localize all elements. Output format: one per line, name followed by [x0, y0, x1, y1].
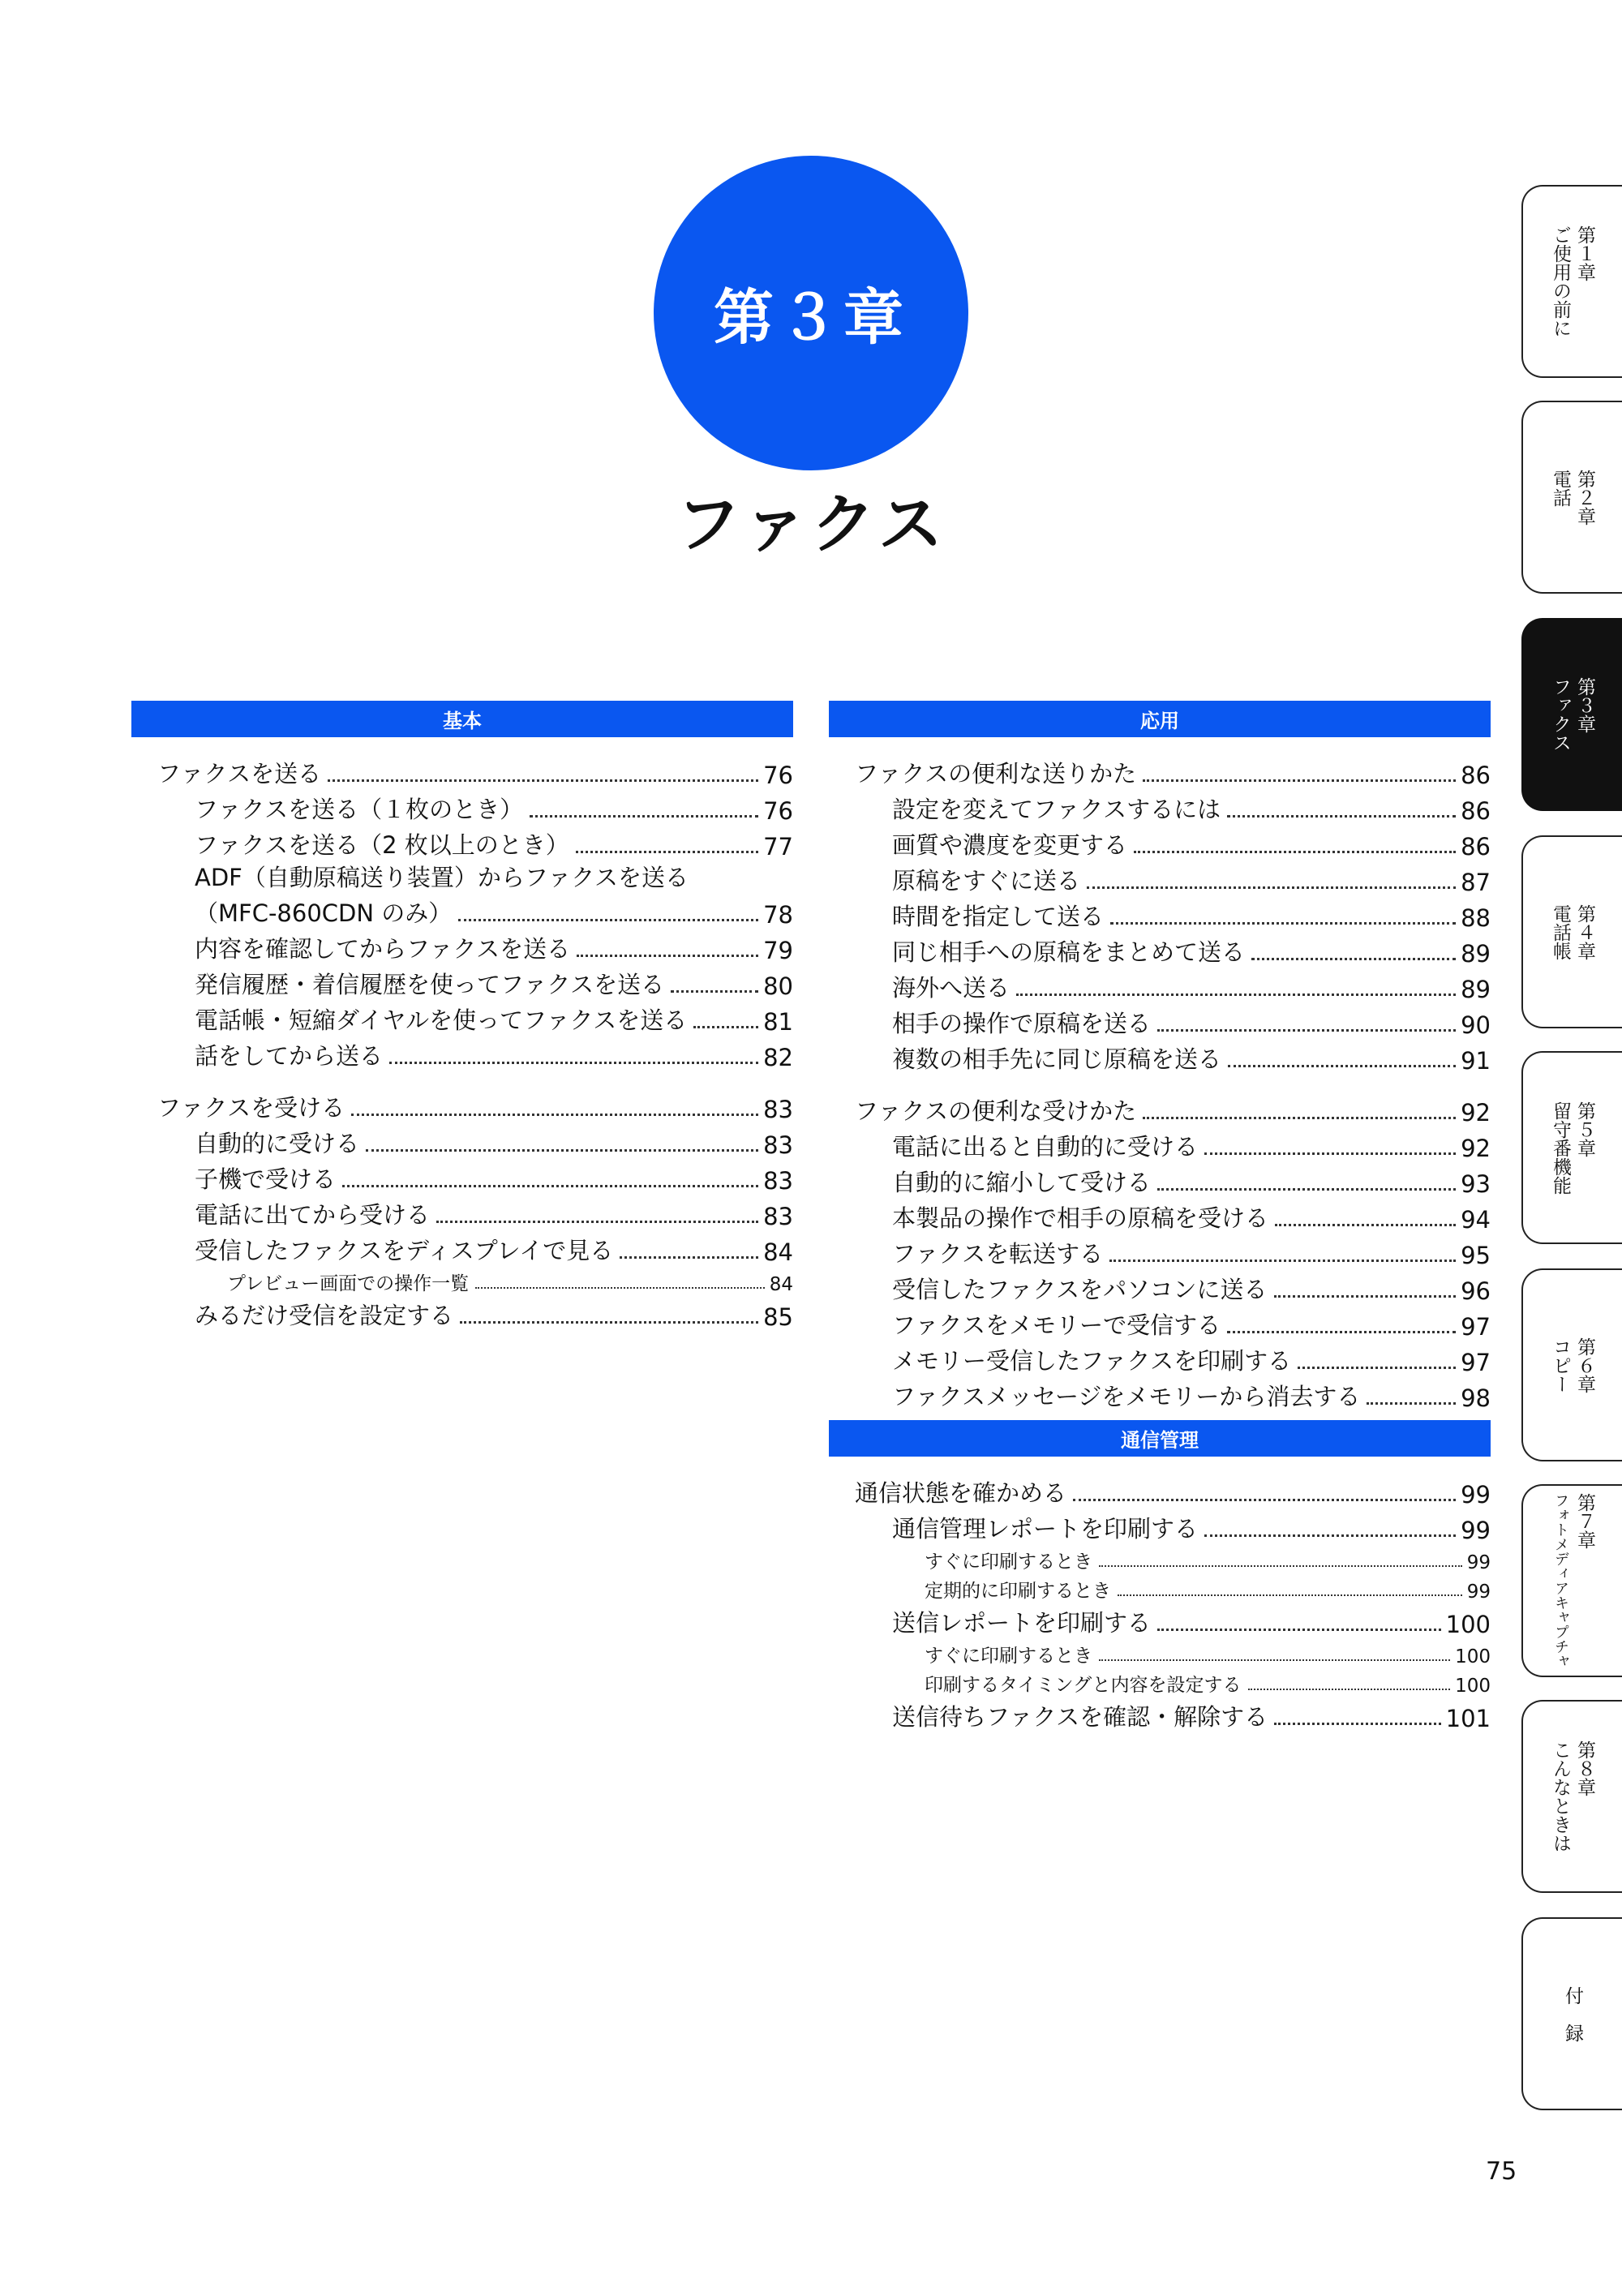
- toc-heading-entry[interactable]: [829, 1473, 1491, 1508]
- toc-heading-entry[interactable]: [829, 753, 1491, 789]
- chapter-tab-number: 第３章: [1574, 677, 1595, 733]
- toc-entry-title: 自動的に縮小して受ける: [892, 1169, 1152, 1196]
- toc-entry-page: 88: [1461, 904, 1491, 932]
- chapter-tab-8[interactable]: [1521, 1700, 1622, 1893]
- dot-leader: [1134, 851, 1456, 853]
- toc-entry[interactable]: [131, 1123, 793, 1159]
- toc-entry[interactable]: [829, 1603, 1491, 1638]
- dot-leader: [1298, 1367, 1456, 1369]
- chapter-tab-number: 付 録: [1562, 1985, 1583, 2042]
- toc-section: [131, 1071, 793, 1331]
- toc-entry-title: ファクスを送る（2 枚以上のとき）: [195, 831, 569, 859]
- toc-entry-title: 子機で受ける: [195, 1165, 337, 1193]
- dot-leader: [1109, 1260, 1456, 1262]
- toc-entry-title: 電話に出てから受ける: [195, 1201, 431, 1229]
- toc-entry-page: 98: [1461, 1384, 1491, 1412]
- chapter-tab-text: [1548, 1740, 1597, 1852]
- toc-entry-title: 本製品の操作で相手の原稿を受ける: [892, 1204, 1269, 1232]
- toc-entry[interactable]: [829, 968, 1491, 1003]
- toc-entry-page: 99: [1466, 1552, 1491, 1573]
- chapter-tab-1[interactable]: [1521, 185, 1622, 378]
- toc-entry-title: 設定を変えてファクスするには: [892, 796, 1221, 823]
- toc-entry-title: 定期的に印刷するとき: [925, 1581, 1111, 1602]
- toc-entry-page: 83: [763, 1131, 793, 1159]
- toc-entry-page: 101: [1445, 1705, 1491, 1732]
- toc-entry[interactable]: [829, 1234, 1491, 1269]
- toc-heading-entry[interactable]: [131, 753, 793, 789]
- chapter-tab-7[interactable]: [1521, 1484, 1622, 1677]
- toc-entry-page: 96: [1461, 1277, 1491, 1305]
- toc-entry-page: 76: [763, 797, 793, 825]
- chapter-tab-text: [1548, 470, 1597, 526]
- toc-entry[interactable]: [829, 1667, 1491, 1697]
- toc-entry[interactable]: [829, 1341, 1491, 1376]
- toc-entry[interactable]: [131, 1266, 793, 1295]
- toc-entry-page: 77: [763, 833, 793, 860]
- chapter-tab-number: 第７章: [1574, 1493, 1595, 1549]
- toc-entry[interactable]: [131, 1230, 793, 1266]
- toc-entry[interactable]: [829, 1127, 1491, 1162]
- toc-entry-title: すぐに印刷するとき: [925, 1646, 1092, 1667]
- dot-leader: [1099, 1659, 1450, 1661]
- toc-entry-page: 100: [1455, 1646, 1491, 1667]
- dot-leader: [1157, 1029, 1456, 1032]
- chapter-tab-number: 第８章: [1574, 1740, 1595, 1796]
- toc-heading-entry[interactable]: [131, 1088, 793, 1123]
- toc-advanced-list: [829, 737, 1491, 1412]
- toc-entry-page: 99: [1466, 1581, 1491, 1603]
- toc-entry-title: 受信したファクスをパソコンに送る: [892, 1276, 1268, 1303]
- toc-entry-page: 94: [1461, 1206, 1491, 1234]
- toc-entry[interactable]: [131, 1295, 793, 1331]
- toc-entry[interactable]: [829, 1638, 1491, 1667]
- dot-leader: [1367, 1402, 1456, 1405]
- dot-leader: [389, 1062, 758, 1064]
- toc-entry-page: 95: [1461, 1242, 1491, 1269]
- dot-leader: [1016, 994, 1456, 996]
- dot-leader: [1274, 1723, 1441, 1725]
- toc-entry-page: 84: [763, 1238, 793, 1266]
- toc-entry-page: 100: [1445, 1611, 1491, 1638]
- chapter-tab-label: コピー: [1550, 1337, 1571, 1393]
- chapter-tab-text: [1548, 225, 1597, 337]
- dot-leader: [1087, 886, 1456, 889]
- toc-entry-title: 受信したファクスをディスプレイで見る: [195, 1237, 614, 1264]
- toc-entry-title: ファクスを転送する: [892, 1240, 1104, 1268]
- dot-leader: [1228, 1065, 1456, 1067]
- toc-basic-list: [131, 737, 793, 1331]
- toc-entry[interactable]: [829, 1508, 1491, 1544]
- toc-entry-title: ファクスを送る（１枚のとき）: [195, 796, 524, 823]
- toc-entry-title: 同じ相手への原稿をまとめて送る: [892, 938, 1246, 966]
- chapter-label: 第３章: [714, 283, 908, 353]
- toc-entry-title: 画質や濃度を変更する: [892, 831, 1128, 859]
- dot-leader: [351, 1114, 758, 1116]
- toc-entry-text-line: ADF（自動原稿送り装置）からファクスを送る: [195, 864, 689, 891]
- toc-entry[interactable]: [829, 896, 1491, 932]
- toc-entry-page: 83: [763, 1096, 793, 1123]
- toc-entry[interactable]: [131, 789, 793, 825]
- toc-entry-title: 発信履歴・着信履歴を使ってファクスを送る: [195, 971, 665, 998]
- toc-entry[interactable]: [131, 929, 793, 964]
- toc-entry-title: 海外へ送る: [892, 974, 1011, 1002]
- chapter-tab-label: 留守番機能: [1550, 1101, 1571, 1195]
- dot-leader: [1227, 815, 1456, 818]
- toc-entry-title: すぐに印刷するとき: [925, 1551, 1092, 1573]
- chapter-tab-number: 第５章: [1574, 1101, 1595, 1157]
- toc-entry-page: 89: [1461, 940, 1491, 968]
- toc-entry[interactable]: [131, 1159, 793, 1195]
- toc-entry-title: みるだけ受信を設定する: [195, 1302, 454, 1329]
- toc-entry-title: メモリー受信したファクスを印刷する: [892, 1347, 1292, 1375]
- chapter-tab-text: [1548, 904, 1597, 960]
- dot-leader: [1275, 1224, 1456, 1226]
- toc-entry[interactable]: [829, 1162, 1491, 1198]
- chapter-tab-text: [1548, 1337, 1597, 1393]
- chapter-tab-text: [1560, 1986, 1585, 2042]
- toc-entry-page: 87: [1461, 869, 1491, 896]
- toc-entry-title: ファクスメッセージをメモリーから消去する: [892, 1383, 1361, 1410]
- toc-entry-page: 84: [769, 1274, 793, 1295]
- toc-entry[interactable]: [829, 1269, 1491, 1305]
- toc-entry[interactable]: [131, 1036, 793, 1071]
- toc-entry-page: 97: [1461, 1313, 1491, 1341]
- dot-leader: [460, 1321, 758, 1324]
- toc-entry-title: ファクスの便利な受けかた: [855, 1097, 1137, 1125]
- chapter-tab-2[interactable]: [1521, 401, 1622, 594]
- chapter-tab-6[interactable]: [1521, 1268, 1622, 1461]
- toc-entry[interactable]: [829, 789, 1491, 825]
- toc-entry-title: 原稿をすぐに送る: [892, 867, 1081, 895]
- dot-leader: [436, 1221, 758, 1223]
- toc-entry-title: ファクスをメモリーで受信する: [892, 1311, 1221, 1339]
- toc-entry[interactable]: [829, 825, 1491, 860]
- chapter-tab-label: 電話: [1550, 469, 1571, 507]
- toc-entry-page: 86: [1461, 797, 1491, 825]
- toc-column-basic: [131, 701, 793, 1331]
- toc-entry-title: 通信状態を確かめる: [855, 1479, 1067, 1507]
- toc-entry-page: 83: [763, 1203, 793, 1230]
- dot-leader: [1157, 1188, 1456, 1191]
- toc-entry-title: 相手の操作で原稿を送る: [892, 1010, 1152, 1037]
- toc-entry-title: 時間を指定して送る: [892, 903, 1105, 930]
- toc-entry-page: 91: [1461, 1047, 1491, 1075]
- toc-entry[interactable]: [829, 1003, 1491, 1039]
- toc-entry[interactable]: [131, 825, 793, 860]
- toc-entry-page: 83: [763, 1167, 793, 1195]
- toc-entry-title: 複数の相手先に同じ原稿を送る: [892, 1045, 1222, 1073]
- toc-section: [829, 737, 1491, 1075]
- toc-section: [829, 1075, 1491, 1412]
- toc-entry-page: 90: [1461, 1011, 1491, 1039]
- toc-entry-page: 99: [1461, 1481, 1491, 1508]
- chapter-tab-number: 第１章: [1574, 225, 1595, 281]
- chapter-tab-5[interactable]: [1521, 1051, 1622, 1244]
- dot-leader: [1143, 1117, 1456, 1119]
- chapter-tab-text: [1548, 677, 1597, 752]
- dot-leader: [342, 1185, 758, 1187]
- toc-entry-page: 85: [763, 1303, 793, 1331]
- toc-entry-title: 送信待ちファクスを確認・解除する: [892, 1703, 1268, 1731]
- toc-entry-title: 電話帳・短縮ダイヤルを使ってファクスを送る: [195, 1006, 688, 1034]
- chapter-title: ファクス: [676, 487, 946, 562]
- chapter-tab-label: こんなときは: [1550, 1740, 1571, 1852]
- toc-entry-page: 92: [1461, 1099, 1491, 1127]
- chapter-tab-number: 第６章: [1574, 1337, 1595, 1393]
- toc-entry-page: 79: [763, 937, 793, 964]
- toc-entry[interactable]: [829, 932, 1491, 968]
- dot-leader: [1248, 1689, 1451, 1690]
- toc-entry[interactable]: [829, 1544, 1491, 1573]
- toc-entry[interactable]: [131, 1000, 793, 1036]
- toc-entry-title: （MFC-860CDN のみ）: [195, 899, 453, 927]
- dot-leader: [1143, 779, 1456, 782]
- chapter-tab-4[interactable]: [1521, 835, 1622, 1028]
- toc-entry-page: 99: [1461, 1517, 1491, 1544]
- chapter-tab-number: 第２章: [1574, 469, 1595, 526]
- toc-entry-title: 内容を確認してからファクスを送る: [195, 935, 571, 963]
- toc-entry-page: 93: [1461, 1170, 1491, 1198]
- toc-heading-entry[interactable]: [829, 1091, 1491, 1127]
- page-number: 75: [1486, 2157, 1517, 2186]
- section-header-basic: 基本: [131, 701, 793, 737]
- toc-entry-title: ファクスの便利な送りかた: [855, 760, 1137, 788]
- toc-entry-page: 100: [1455, 1676, 1491, 1697]
- dot-leader: [693, 1026, 758, 1028]
- toc-entry-title: プレビュー画面での操作一覧: [227, 1273, 470, 1294]
- toc-communication-list: [829, 1457, 1491, 1732]
- dot-leader: [1099, 1565, 1462, 1567]
- toc-entry-page: 80: [763, 972, 793, 1000]
- chapter-badge: [654, 156, 968, 470]
- section-header-communication: 通信管理: [829, 1420, 1491, 1457]
- dot-leader: [530, 815, 758, 818]
- chapter-tab-label: フォトメディアキャプチャ: [1552, 1493, 1569, 1668]
- dot-leader: [458, 919, 758, 921]
- chapter-tab-9[interactable]: [1521, 1917, 1622, 2110]
- toc-entry-page: 86: [1461, 833, 1491, 860]
- toc-entry-page: 89: [1461, 976, 1491, 1003]
- toc-section: [131, 737, 793, 1071]
- toc-entry[interactable]: [829, 860, 1491, 896]
- toc-entry-page: 97: [1461, 1349, 1491, 1376]
- section-header-advanced: 応用: [829, 701, 1491, 737]
- toc-entry[interactable]: [131, 893, 793, 929]
- toc-entry-title: 話をしてから送る: [195, 1042, 384, 1070]
- dot-leader: [671, 990, 758, 993]
- toc-entry[interactable]: [131, 964, 793, 1000]
- dot-leader: [620, 1256, 758, 1259]
- toc-entry-page: 76: [763, 762, 793, 789]
- dot-leader: [1251, 958, 1456, 960]
- toc-entry[interactable]: [131, 1195, 793, 1230]
- dot-leader: [328, 779, 758, 782]
- toc-entry-page: 92: [1461, 1135, 1491, 1162]
- chapter-tab-3[interactable]: [1521, 618, 1622, 811]
- toc-entry-page: 81: [763, 1008, 793, 1036]
- chapter-tab-text: [1548, 1101, 1597, 1195]
- toc-entry-title: 電話に出ると自動的に受ける: [892, 1133, 1199, 1161]
- dot-leader: [576, 851, 758, 853]
- dot-leader: [1073, 1499, 1456, 1501]
- dot-leader: [1204, 1534, 1456, 1537]
- toc-entry-title: 印刷するタイミングと内容を設定する: [925, 1675, 1242, 1696]
- dot-leader: [366, 1149, 758, 1152]
- toc-entry[interactable]: [829, 1376, 1491, 1412]
- dot-leader: [475, 1287, 765, 1289]
- chapter-tab-label: ファクス: [1550, 677, 1571, 752]
- toc-entry[interactable]: [829, 1573, 1491, 1603]
- chapter-tab-label: ご使用の前に: [1550, 225, 1571, 337]
- toc-entry-title: ファクスを送る: [157, 760, 322, 788]
- toc-entry[interactable]: [829, 1697, 1491, 1732]
- toc-column-advanced: [829, 701, 1491, 1732]
- toc-entry[interactable]: [829, 1305, 1491, 1341]
- toc-entry-title: 自動的に受ける: [195, 1130, 360, 1157]
- dot-leader: [1227, 1331, 1456, 1333]
- dot-leader: [1157, 1629, 1441, 1631]
- toc-entry-title: 送信レポートを印刷する: [892, 1609, 1152, 1637]
- chapter-tab-text: [1548, 1493, 1597, 1668]
- toc-section: [829, 1457, 1491, 1732]
- toc-entry-title: 通信管理レポートを印刷する: [892, 1515, 1199, 1543]
- toc-entry-page: 82: [763, 1044, 793, 1071]
- dot-leader: [1110, 922, 1456, 925]
- toc-entry-page: 78: [763, 901, 793, 929]
- toc-entry[interactable]: [829, 1039, 1491, 1075]
- dot-leader: [1274, 1295, 1457, 1298]
- toc-entry[interactable]: [829, 1198, 1491, 1234]
- chapter-tab-number: 第４章: [1574, 903, 1595, 960]
- chapter-tab-label: 電話帳: [1550, 903, 1571, 960]
- dot-leader: [577, 955, 758, 957]
- toc-entry-page: 86: [1461, 762, 1491, 789]
- dot-leader: [1118, 1594, 1462, 1596]
- dot-leader: [1204, 1152, 1456, 1155]
- toc-entry-title: ファクスを受ける: [157, 1094, 345, 1122]
